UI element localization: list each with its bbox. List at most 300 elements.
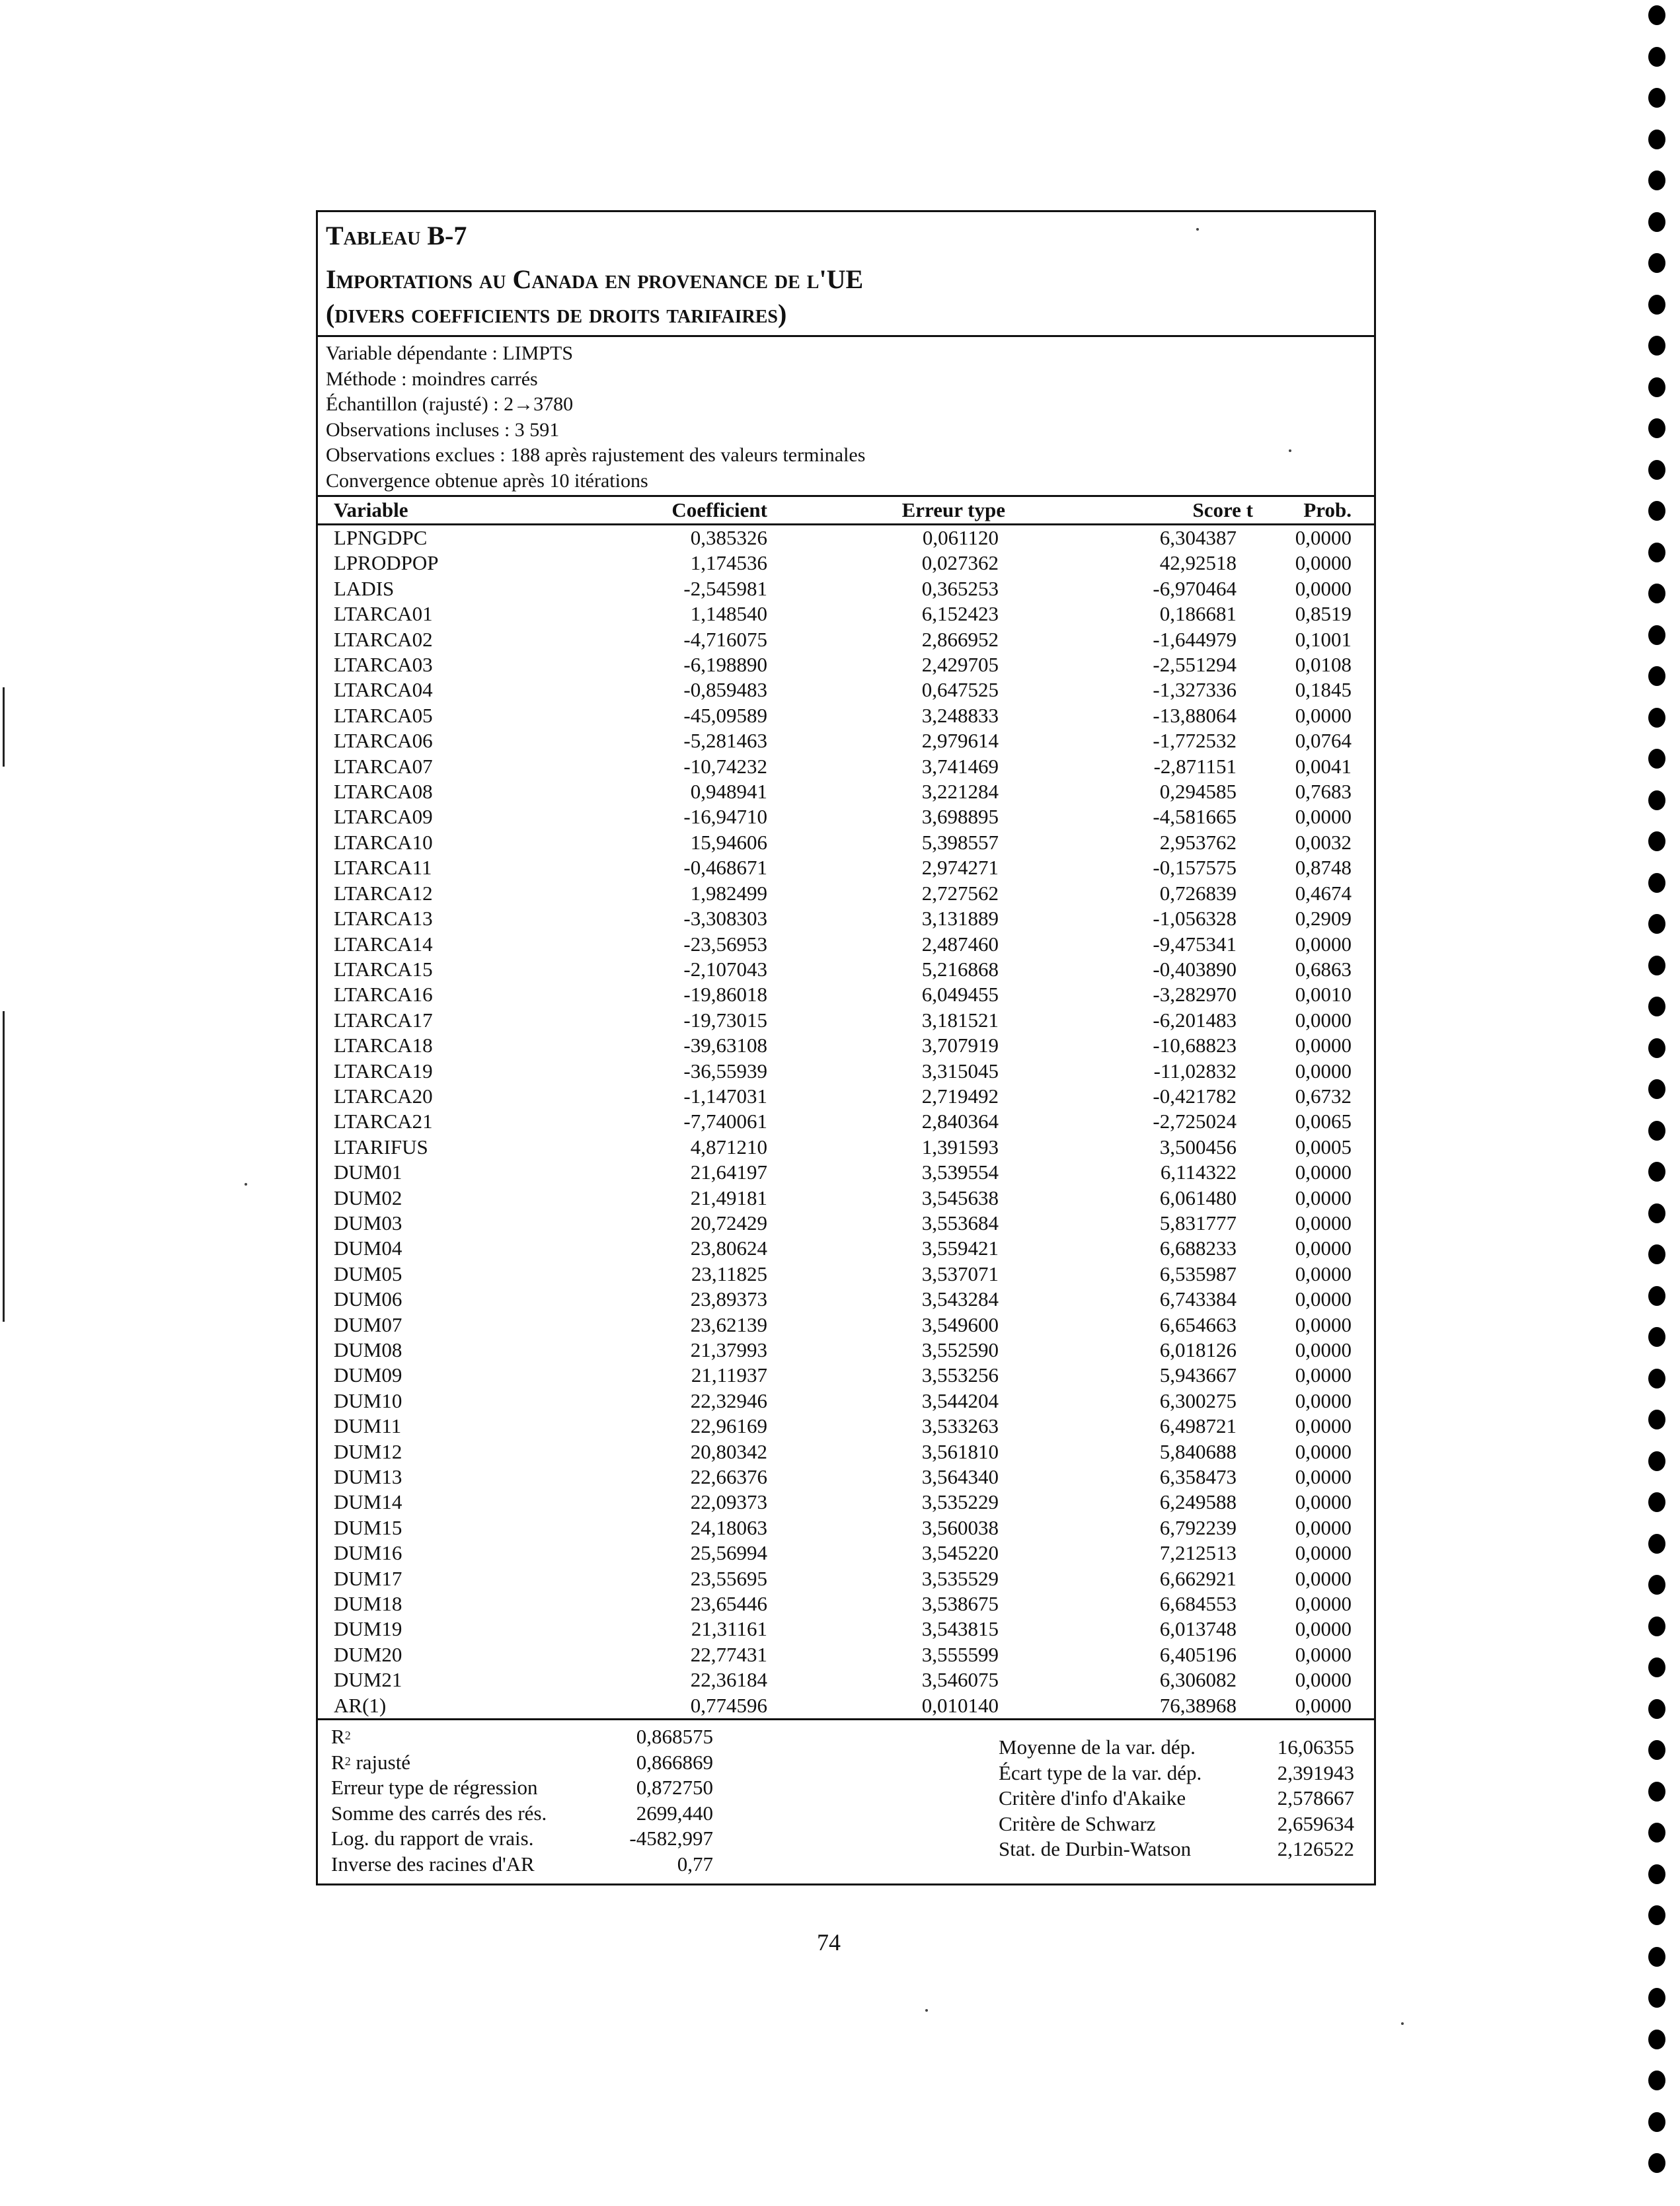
table-row [318, 1109, 1375, 1134]
binder-hole-icon [1648, 1079, 1665, 1099]
cell-standard-error: 3,553684 [921, 1211, 999, 1235]
cell-prob: 0,0000 [1295, 1211, 1352, 1235]
cell-prob: 0,4674 [1295, 881, 1352, 905]
cell-prob: 0,0041 [1295, 754, 1352, 778]
summary-statistics [318, 1718, 1374, 1876]
cell-coefficient: 1,174536 [690, 551, 767, 575]
binder-hole-icon [1648, 708, 1665, 728]
cell-variable: LTARCA11 [334, 856, 432, 880]
binder-hole-icon [1648, 873, 1665, 893]
column-header-prob: Prob. [1283, 497, 1375, 525]
binder-hole-icon [1648, 543, 1665, 562]
cell-t-score: 6,013748 [1159, 1617, 1237, 1641]
cell-prob: 0,8519 [1295, 602, 1352, 626]
cell-standard-error: 2,866952 [921, 627, 999, 651]
cell-coefficient: -7,740061 [683, 1110, 767, 1133]
cell-coefficient: 21,64197 [690, 1160, 767, 1184]
table-row [318, 1566, 1375, 1591]
binder-hole-icon [1648, 666, 1665, 686]
cell-prob: 0,8748 [1295, 856, 1352, 880]
stat-row [999, 1735, 1354, 1761]
stat-label: Erreur type de régression [331, 1776, 538, 1800]
cell-t-score: 0,294585 [1159, 780, 1237, 804]
cell-standard-error: 6,152423 [921, 602, 999, 626]
cell-coefficient: 22,66376 [690, 1465, 767, 1489]
binder-hole-icon [1648, 47, 1665, 67]
table-row [318, 1616, 1375, 1642]
table-row [318, 728, 1375, 753]
cell-prob: 0,0032 [1295, 830, 1352, 854]
cell-standard-error: 2,979614 [921, 729, 999, 753]
cell-t-score: 6,535987 [1159, 1262, 1237, 1285]
cell-variable: LTARCA02 [334, 627, 433, 651]
cell-standard-error: 0,010140 [921, 1693, 999, 1717]
cell-prob: 0,0010 [1295, 983, 1352, 1007]
binder-hole-icon [1648, 1121, 1665, 1141]
stat-value: 0,77 [677, 1852, 713, 1876]
meta-sample: Échantillon (rajusté) : 2→3780 [326, 393, 574, 415]
binder-hole-icon [1648, 88, 1665, 108]
table-row [318, 804, 1375, 829]
cell-standard-error: 2,719492 [921, 1084, 999, 1108]
cell-prob: 0,0000 [1295, 805, 1352, 829]
table-row [318, 1439, 1375, 1464]
cell-variable: DUM13 [334, 1465, 402, 1489]
binder-hole-icon [1648, 1410, 1665, 1429]
binder-hole-icon [1648, 1327, 1665, 1347]
cell-prob: 0,1001 [1295, 627, 1352, 651]
binder-hole-icon [1648, 336, 1665, 356]
cell-coefficient: -2,107043 [683, 957, 767, 981]
cell-prob: 0,0764 [1295, 729, 1352, 753]
binder-hole-icon [1648, 956, 1665, 975]
cell-standard-error: 1,391593 [921, 1135, 999, 1159]
table-row [318, 881, 1375, 906]
cell-t-score: -0,421782 [1153, 1084, 1237, 1108]
binder-hole-icon [1648, 1534, 1665, 1554]
stat-label: Critère de Schwarz [999, 1811, 1156, 1835]
cell-variable: DUM15 [334, 1515, 402, 1539]
cell-prob: 0,0000 [1295, 1566, 1352, 1590]
cell-standard-error: 3,537071 [921, 1262, 999, 1285]
binder-hole-icon [1648, 377, 1665, 397]
cell-coefficient: -23,56953 [683, 932, 767, 956]
stat-label: Log. du rapport de vrais. [331, 1827, 534, 1850]
cell-t-score: 5,943667 [1159, 1363, 1237, 1387]
cell-coefficient: -3,308303 [683, 907, 767, 931]
cell-t-score: 6,688233 [1159, 1236, 1237, 1260]
cell-prob: 0,7683 [1295, 780, 1352, 804]
summary-statistics-left [331, 1724, 713, 1877]
page-number: 74 [817, 1929, 841, 1956]
cell-t-score: 6,792239 [1159, 1515, 1237, 1539]
cell-coefficient: 22,96169 [690, 1414, 767, 1438]
cell-coefficient: 24,18063 [690, 1515, 767, 1539]
cell-coefficient: 23,80624 [690, 1236, 767, 1260]
table-row [318, 677, 1375, 703]
cell-prob: 0,0000 [1295, 1465, 1352, 1489]
binder-hole-icon [1648, 1244, 1665, 1264]
cell-coefficient: -0,859483 [683, 678, 767, 702]
cell-prob: 0,0000 [1295, 1363, 1352, 1387]
cell-prob: 0,0005 [1295, 1135, 1352, 1159]
table-title-line-2: (divers coefficients de droits tarifaires) [326, 299, 787, 328]
table-row [318, 551, 1375, 576]
cell-standard-error: 3,248833 [921, 703, 999, 727]
cell-coefficient: -19,86018 [683, 983, 767, 1007]
cell-t-score: 6,304387 [1159, 526, 1237, 549]
cell-prob: 0,0065 [1295, 1110, 1352, 1133]
table-row [318, 1008, 1375, 1033]
cell-t-score: -2,725024 [1153, 1110, 1237, 1133]
scan-speck [245, 1183, 247, 1186]
cell-t-score: 6,061480 [1159, 1186, 1237, 1209]
cell-coefficient: -39,63108 [683, 1034, 767, 1057]
cell-coefficient: -6,198890 [683, 653, 767, 677]
cell-t-score: 6,743384 [1159, 1287, 1237, 1311]
table-row [318, 1667, 1375, 1693]
table-row [318, 830, 1375, 855]
cell-t-score: 6,405196 [1159, 1642, 1237, 1666]
cell-t-score: -13,88064 [1153, 703, 1237, 727]
stat-value: 2,578667 [1277, 1786, 1354, 1810]
cell-variable: DUM18 [334, 1592, 402, 1616]
cell-variable: DUM05 [334, 1262, 402, 1285]
cell-coefficient: 22,77431 [690, 1642, 767, 1666]
cell-variable: DUM07 [334, 1312, 402, 1336]
cell-t-score: -0,403890 [1153, 957, 1237, 981]
cell-variable: DUM17 [334, 1566, 402, 1590]
cell-prob: 0,6732 [1295, 1084, 1352, 1108]
cell-standard-error: 0,061120 [922, 526, 999, 549]
cell-variable: DUM16 [334, 1541, 402, 1565]
cell-variable: DUM06 [334, 1287, 402, 1311]
binder-hole-icon [1648, 997, 1665, 1016]
cell-t-score: 5,840688 [1159, 1439, 1237, 1463]
cell-standard-error: 3,131889 [921, 907, 999, 931]
cell-variable: DUM09 [334, 1363, 402, 1387]
cell-coefficient: 23,11825 [691, 1262, 767, 1285]
binder-hole-icon [1648, 253, 1665, 273]
table-row [318, 1464, 1375, 1490]
column-header-coefficient: Coefficient [582, 497, 767, 525]
cell-variable: LTARCA08 [334, 780, 433, 804]
binder-hole-icon [1648, 418, 1665, 438]
cell-coefficient: -4,716075 [683, 627, 767, 651]
cell-prob: 0,0000 [1295, 1338, 1352, 1361]
table-row [318, 525, 1375, 551]
cell-variable: LTARCA12 [334, 881, 433, 905]
cell-standard-error: 3,561810 [921, 1439, 999, 1463]
cell-standard-error: 2,727562 [921, 881, 999, 905]
cell-coefficient: 23,55695 [690, 1566, 767, 1590]
cell-standard-error: 3,545638 [921, 1186, 999, 1209]
regression-table-frame [316, 210, 1376, 1885]
cell-prob: 0,1845 [1295, 678, 1352, 702]
cell-variable: LADIS [334, 576, 395, 600]
cell-prob: 0,0000 [1295, 1186, 1352, 1209]
cell-t-score: 76,38968 [1159, 1693, 1237, 1717]
binder-hole-icon [1648, 625, 1665, 645]
table-row [318, 957, 1375, 982]
binder-hole-icon [1648, 1286, 1665, 1306]
cell-prob: 0,0000 [1295, 1693, 1352, 1717]
scan-speck [925, 2009, 928, 2012]
cell-standard-error: 3,544204 [921, 1388, 999, 1412]
cell-standard-error: 2,840364 [921, 1110, 999, 1133]
table-row [318, 1160, 1375, 1185]
cell-prob: 0,0000 [1295, 1388, 1352, 1412]
cell-prob: 0,0000 [1295, 1034, 1352, 1057]
coefficient-table [318, 497, 1375, 1718]
cell-t-score: 6,306082 [1159, 1668, 1237, 1692]
cell-standard-error: 3,543284 [921, 1287, 999, 1311]
cell-t-score: 42,92518 [1159, 551, 1237, 575]
cell-t-score: 0,186681 [1159, 602, 1237, 626]
stat-row [331, 1852, 713, 1878]
cell-standard-error: 3,543815 [921, 1617, 999, 1641]
table-row [318, 1515, 1375, 1540]
cell-variable: LTARCA01 [334, 602, 433, 626]
cell-coefficient: 21,49181 [690, 1186, 767, 1209]
table-row [318, 1186, 1375, 1211]
binder-hole-icon [1648, 831, 1665, 851]
table-row [318, 1236, 1375, 1261]
scan-speck [1289, 449, 1291, 452]
cell-variable: LTARCA14 [334, 932, 433, 956]
meta-convergence: Convergence obtenue après 10 itérations [326, 469, 648, 492]
binder-hole-icon [1648, 295, 1665, 315]
cell-standard-error: 3,549600 [921, 1312, 999, 1336]
stat-value: 2,391943 [1277, 1761, 1354, 1784]
scan-edge-mark [3, 687, 5, 767]
cell-prob: 0,0000 [1295, 1414, 1352, 1438]
cell-t-score: 6,358473 [1159, 1465, 1237, 1489]
cell-standard-error: 3,545220 [921, 1541, 999, 1565]
cell-coefficient: -36,55939 [683, 1059, 767, 1083]
column-header-standard-error: Erreur type [767, 497, 1045, 525]
table-row [318, 1540, 1375, 1566]
cell-t-score: 6,300275 [1159, 1388, 1237, 1412]
cell-standard-error: 3,707919 [921, 1034, 999, 1057]
cell-coefficient: 21,37993 [690, 1338, 767, 1361]
binder-hole-icon [1648, 914, 1665, 934]
cell-variable: LTARCA06 [334, 729, 433, 753]
stat-label: $R^2$ [331, 1725, 351, 1749]
cell-variable: LTARCA03 [334, 653, 433, 677]
cell-t-score: 3,500456 [1159, 1135, 1237, 1159]
stat-value: 2699,440 [636, 1801, 713, 1825]
cell-standard-error: 5,216868 [921, 957, 999, 981]
binder-hole-icon [1648, 1864, 1665, 1884]
cell-prob: 0,6863 [1295, 957, 1352, 981]
cell-t-score: 2,953762 [1159, 830, 1237, 854]
cell-prob: 0,0000 [1295, 1642, 1352, 1666]
table-row [318, 1363, 1375, 1388]
cell-prob: 0,0000 [1295, 526, 1352, 549]
cell-variable: LTARCA20 [334, 1084, 433, 1108]
cell-t-score: 0,726839 [1159, 881, 1237, 905]
cell-variable: LTARCA21 [334, 1110, 433, 1133]
meta-observations-excluded: Observations exclues : 188 après rajustement des valeurs terminales [326, 444, 866, 466]
cell-coefficient: 22,36184 [690, 1668, 767, 1692]
cell-prob: 0,0000 [1295, 932, 1352, 956]
binder-hole-icon [1648, 1905, 1665, 1925]
cell-t-score: -3,282970 [1153, 983, 1237, 1007]
cell-t-score: -0,157575 [1153, 856, 1237, 880]
cell-variable: LTARCA18 [334, 1034, 433, 1057]
scan-edge-mark [3, 1011, 5, 1322]
cell-standard-error: 3,533263 [921, 1414, 999, 1438]
cell-standard-error: 0,365253 [921, 576, 999, 600]
cell-standard-error: 0,027362 [921, 551, 999, 575]
binder-holes [1644, 0, 1680, 2206]
cell-variable: DUM08 [334, 1338, 402, 1361]
stat-label: Écart type de la var. dép. [999, 1761, 1202, 1784]
cell-variable: LPRODPOP [334, 551, 439, 575]
meta-method: Méthode : moindres carrés [326, 367, 538, 390]
binder-hole-icon [1648, 212, 1665, 232]
binder-hole-icon [1648, 130, 1665, 149]
table-row [318, 1262, 1375, 1287]
cell-standard-error: 3,315045 [921, 1059, 999, 1083]
cell-standard-error: 3,560038 [921, 1515, 999, 1539]
cell-t-score: -11,02832 [1153, 1059, 1237, 1083]
binder-hole-icon [1648, 2071, 1665, 2090]
stat-row [331, 1750, 713, 1776]
table-row [318, 1338, 1375, 1363]
cell-t-score: 6,662921 [1159, 1566, 1237, 1590]
table-title-line-1: Importations au Canada en provenance de l'UE [326, 264, 864, 294]
stat-value: 2,126522 [1277, 1837, 1354, 1861]
cell-prob: 0,0000 [1295, 1617, 1352, 1641]
cell-variable: LTARCA17 [334, 1008, 433, 1032]
binder-hole-icon [1648, 1782, 1665, 1802]
cell-coefficient: 23,62139 [690, 1312, 767, 1336]
stat-label: Critère d'info d'Akaike [999, 1786, 1186, 1810]
binder-hole-icon [1648, 5, 1665, 25]
cell-prob: 0,0000 [1295, 1490, 1352, 1514]
table-row [318, 576, 1375, 601]
cell-prob: 0,0000 [1295, 1287, 1352, 1311]
cell-t-score: -1,772532 [1153, 729, 1237, 753]
binder-hole-icon [1648, 2030, 1665, 2049]
table-row [318, 982, 1375, 1007]
cell-t-score: 6,654663 [1159, 1312, 1237, 1336]
stat-label: Moyenne de la var. dép. [999, 1735, 1196, 1759]
cell-coefficient: 15,94606 [690, 830, 767, 854]
cell-t-score: -2,551294 [1153, 653, 1237, 677]
cell-prob: 0,0000 [1295, 1008, 1352, 1032]
cell-standard-error: 3,552590 [921, 1338, 999, 1361]
table-row [318, 906, 1375, 931]
table-title-block [318, 212, 1374, 337]
cell-coefficient: 4,871210 [690, 1135, 767, 1159]
cell-standard-error: 0,647525 [921, 678, 999, 702]
cell-standard-error: 2,974271 [921, 856, 999, 880]
binder-hole-icon [1648, 171, 1665, 190]
binder-hole-icon [1648, 584, 1665, 603]
table-row [318, 855, 1375, 880]
cell-t-score: -4,581665 [1153, 805, 1237, 829]
binder-hole-icon [1648, 1823, 1665, 1843]
cell-coefficient: 23,89373 [690, 1287, 767, 1311]
binder-hole-icon [1648, 749, 1665, 769]
cell-standard-error: 3,553256 [921, 1363, 999, 1387]
stat-value: 0,866869 [636, 1750, 713, 1774]
cell-prob: 0,0000 [1295, 1515, 1352, 1539]
stat-row [331, 1826, 713, 1852]
table-row [318, 627, 1375, 652]
cell-standard-error: 3,535229 [921, 1490, 999, 1514]
table-row [318, 1287, 1375, 1312]
binder-hole-icon [1648, 2153, 1665, 2173]
table-row [318, 754, 1375, 779]
meta-observations-included: Observations incluses : 3 591 [326, 418, 560, 441]
binder-hole-icon [1648, 1451, 1665, 1471]
binder-hole-icon [1648, 1947, 1665, 1967]
cell-coefficient: -1,147031 [683, 1084, 767, 1108]
cell-variable: LTARCA04 [334, 678, 433, 702]
table-row [318, 1642, 1375, 1667]
cell-t-score: 6,249588 [1159, 1490, 1237, 1514]
cell-t-score: 6,684553 [1159, 1592, 1237, 1616]
stat-value: 0,868575 [636, 1725, 713, 1749]
cell-prob: 0,0000 [1295, 1312, 1352, 1336]
table-row [318, 1211, 1375, 1236]
binder-hole-icon [1648, 2112, 1665, 2132]
binder-hole-icon [1648, 460, 1665, 480]
binder-hole-icon [1648, 1492, 1665, 1512]
cell-coefficient: -10,74232 [683, 754, 767, 778]
binder-hole-icon [1648, 501, 1665, 521]
cell-coefficient: 25,56994 [690, 1541, 767, 1565]
model-info [318, 337, 1374, 497]
cell-standard-error: 6,049455 [921, 983, 999, 1007]
stat-label: $R^2$ rajusté [331, 1750, 411, 1774]
table-row [318, 1312, 1375, 1338]
binder-hole-icon [1648, 1740, 1665, 1760]
cell-coefficient: 21,31161 [691, 1617, 767, 1641]
stat-label: Stat. de Durbin-Watson [999, 1837, 1192, 1861]
binder-hole-icon [1648, 790, 1665, 810]
cell-variable: LTARCA10 [334, 830, 433, 854]
cell-variable: DUM04 [334, 1236, 402, 1260]
table-header-row [318, 497, 1375, 525]
cell-coefficient: -5,281463 [683, 729, 767, 753]
cell-prob: 0,0108 [1295, 653, 1352, 677]
table-row [318, 1059, 1375, 1084]
cell-standard-error: 3,559421 [921, 1236, 999, 1260]
cell-standard-error: 3,741469 [921, 754, 999, 778]
cell-t-score: -1,056328 [1153, 907, 1237, 931]
stat-row [999, 1811, 1354, 1837]
stat-row [331, 1775, 713, 1801]
cell-coefficient: 1,982499 [690, 881, 767, 905]
cell-coefficient: 0,774596 [690, 1693, 767, 1717]
scan-speck [1401, 2022, 1404, 2025]
binder-hole-icon [1648, 1038, 1665, 1058]
cell-standard-error: 3,538675 [921, 1592, 999, 1616]
stat-row [999, 1761, 1354, 1786]
cell-standard-error: 3,539554 [921, 1160, 999, 1184]
cell-variable: DUM21 [334, 1668, 402, 1692]
cell-prob: 0,0000 [1295, 1592, 1352, 1616]
table-row [318, 1135, 1375, 1160]
cell-t-score: 5,831777 [1159, 1211, 1237, 1235]
table-row [318, 1388, 1375, 1414]
cell-t-score: 6,498721 [1159, 1414, 1237, 1438]
